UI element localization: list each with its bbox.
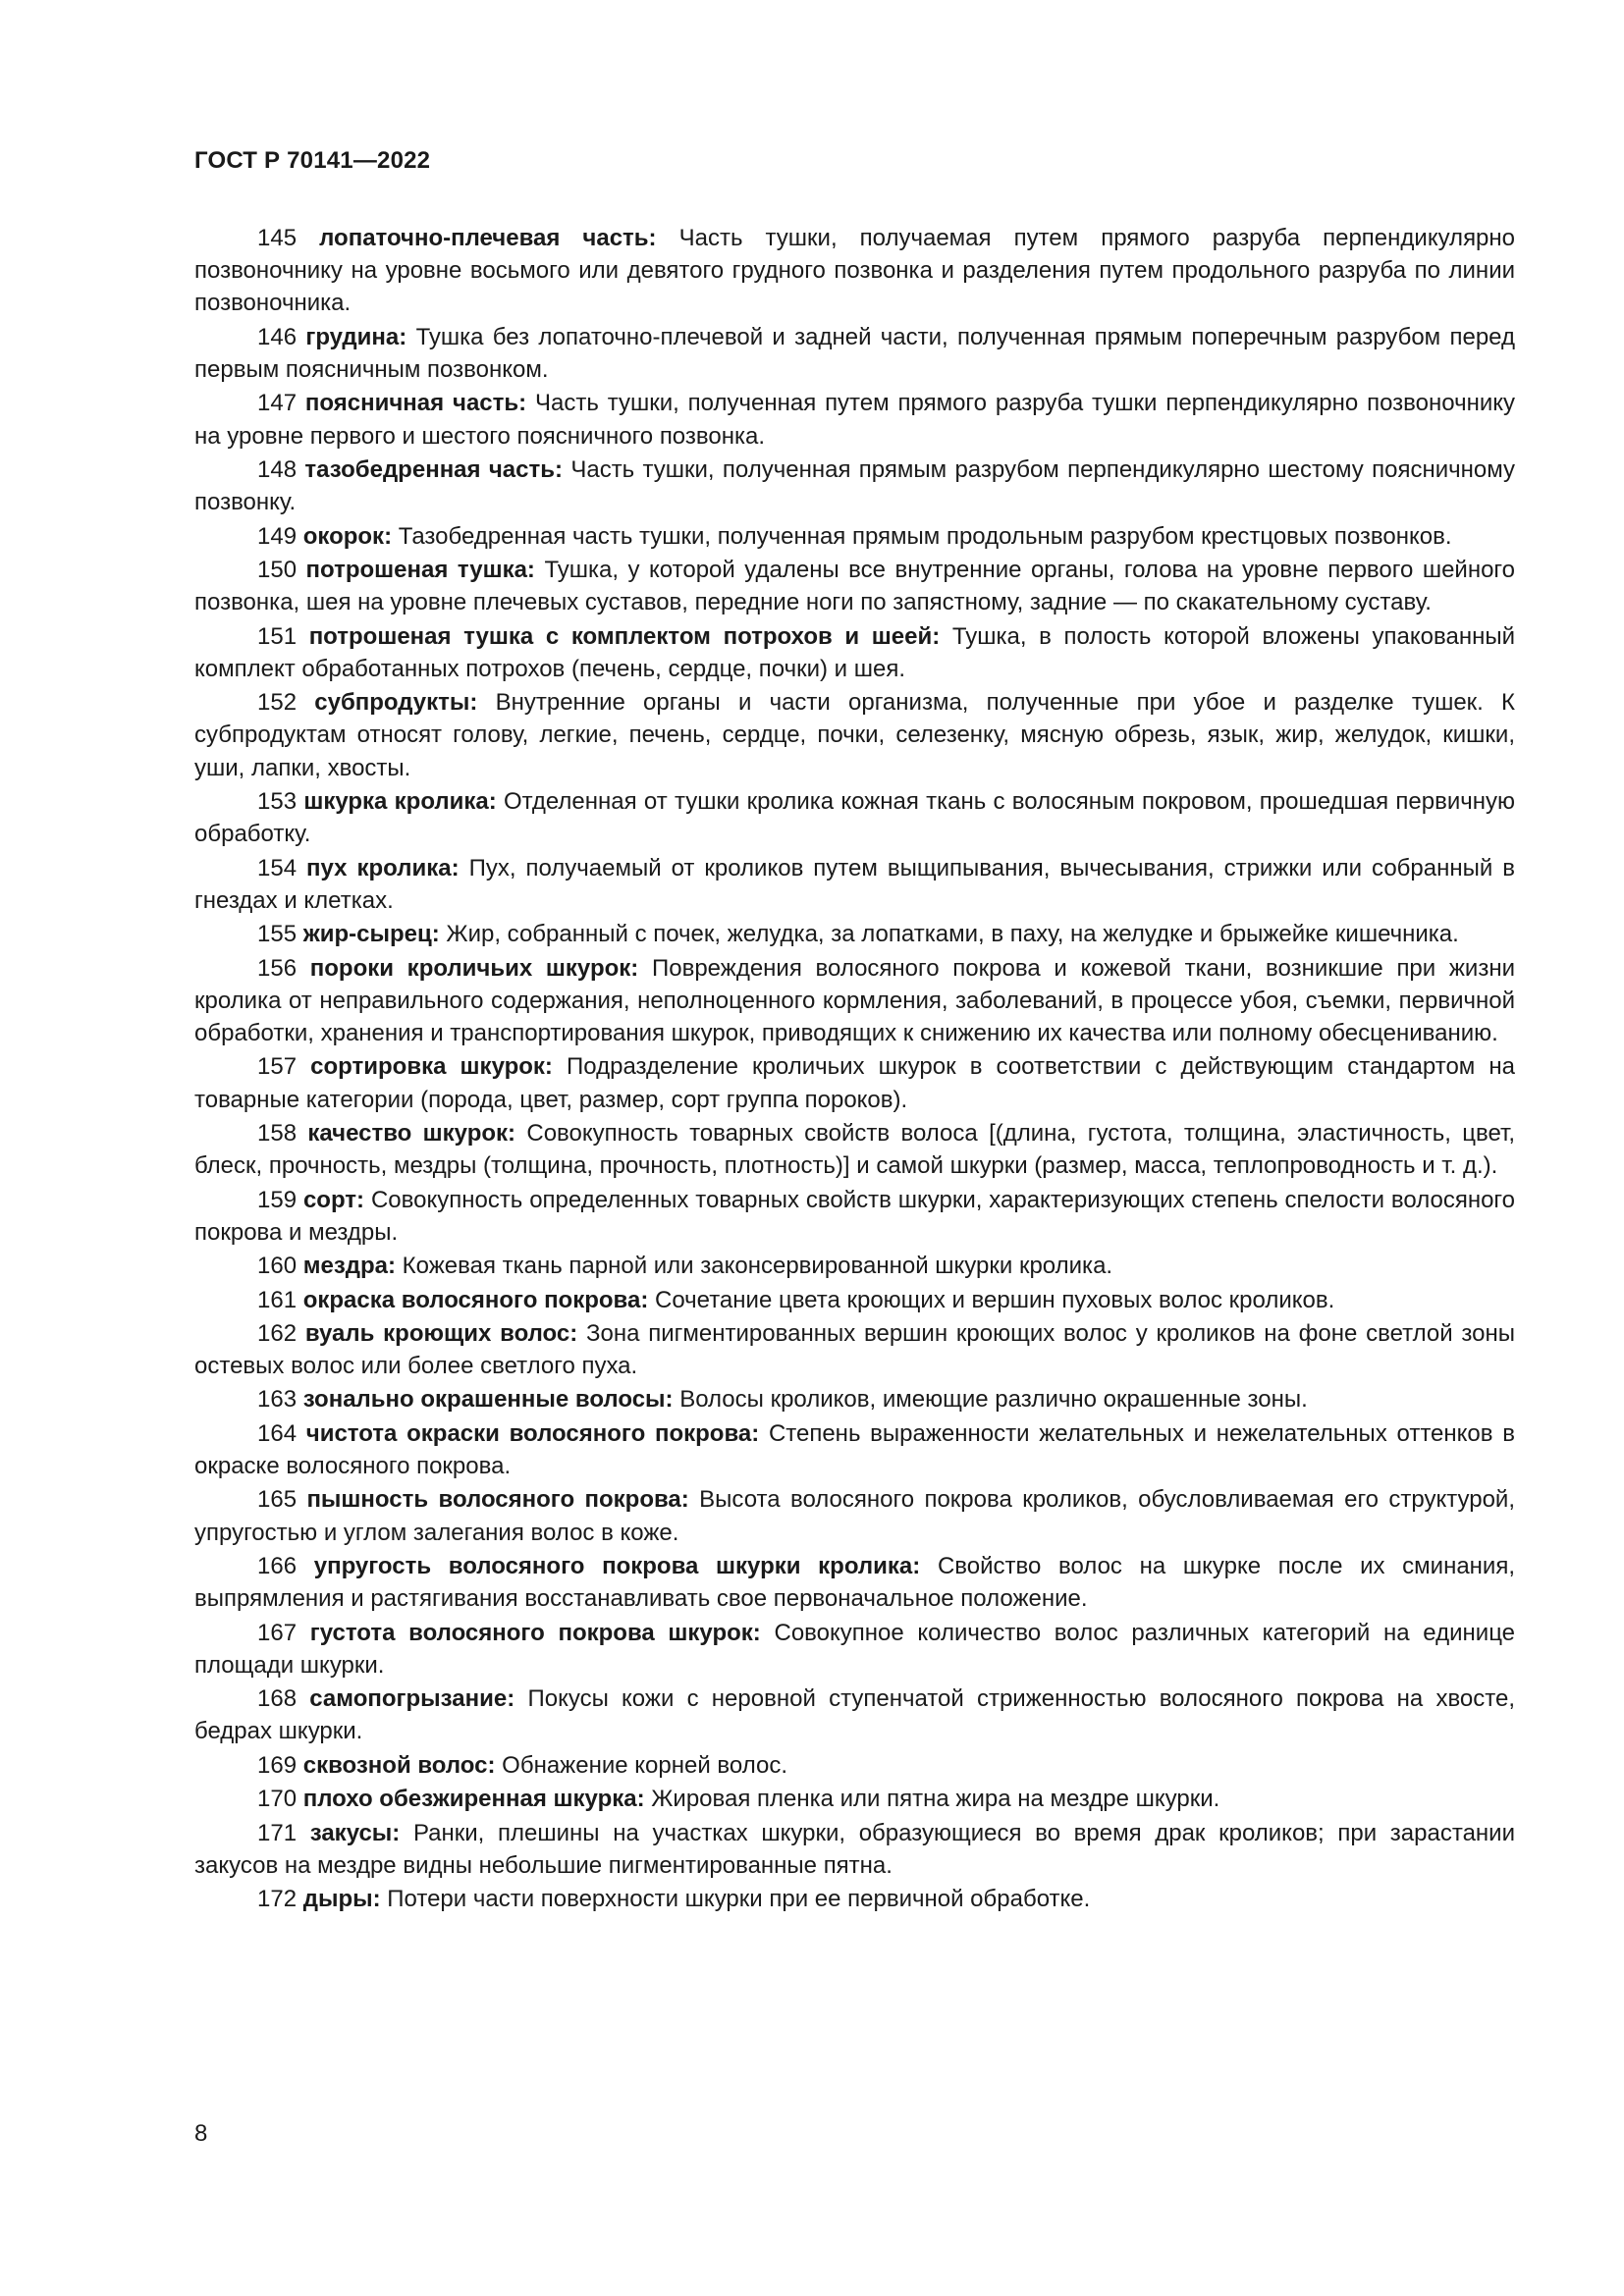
term-definition: Повреждения волосяного покрова и кожевой ткани, возникшие при жизни кролика от неправильного содержания, неполноценного кормления, заболеваний, в процессе убоя, съемки, первичной обработки, хранения и транспортирования шкурок, приводящих к снижению их качества или полному обесцениванию. bbox=[194, 954, 1516, 1046]
term-name: тазобедренная часть: bbox=[304, 455, 563, 483]
term-number: 146 bbox=[257, 323, 298, 350]
term-definition: Совокупность определенных товарных свойств шкурки, характеризующих степень спелости волосяного покрова и мездры. bbox=[194, 1186, 1516, 1246]
term-name: сортировка шкурок: bbox=[310, 1053, 553, 1081]
term-definition: Часть тушки, полученная прямым разрубом перпендикулярно шестому поясничному позвонку. bbox=[194, 455, 1516, 516]
term-definition: Кожевая ткань парной или законсервированной шкурки кролика. bbox=[402, 1253, 1113, 1280]
term-entry bbox=[194, 1749, 1515, 1782]
term-name: пышность волосяного покрова: bbox=[306, 1486, 689, 1514]
term-definition: Покусы кожи с неровной ступенчатой стриженностью волосяного покрова на хвосте, бедрах шкурки. bbox=[194, 1685, 1516, 1745]
term-entry bbox=[194, 785, 1515, 850]
term-name: самопогрызание: bbox=[309, 1685, 515, 1713]
term-definition: Свойство волос на шкурке после их сминания, выпрямления и растягивания восстанавливать свое первоначальное положение. bbox=[194, 1553, 1516, 1613]
term-entry bbox=[194, 321, 1515, 386]
term-definition: Внутренние органы и части организма, полученные при убое и разделке тушек. К субпродуктам относят голову, легкие, печень, сердце, почки, селезенку, мясную обрезь, язык, жир, желудок, кишки, уши, лапки, хвосты. bbox=[194, 689, 1516, 781]
term-entry bbox=[194, 852, 1515, 917]
term-entry bbox=[194, 1483, 1515, 1548]
term-name: упругость волосяного покрова шкурки кролика: bbox=[313, 1553, 921, 1580]
term-number: 166 bbox=[257, 1553, 298, 1580]
term-entry bbox=[194, 1284, 1515, 1316]
term-name: пух кролика: bbox=[306, 854, 460, 881]
term-definition: Потери части поверхности шкурки при ее первичной обработке. bbox=[387, 1886, 1091, 1913]
term-number: 170 bbox=[257, 1786, 298, 1813]
term-name: плохо обезжиренная шкурка: bbox=[302, 1786, 645, 1813]
term-name: чистота окраски волосяного покрова: bbox=[305, 1419, 760, 1447]
term-definition: Совокупное количество волос различных категорий на единице площади шкурки. bbox=[194, 1619, 1516, 1679]
term-number: 168 bbox=[257, 1685, 298, 1713]
term-name: качество шкурок: bbox=[307, 1119, 516, 1147]
term-definition: Зона пигментированных вершин кроющих волос у кроликов на фоне светлой зоны остевых волос или более светлого пуха. bbox=[194, 1319, 1516, 1380]
term-entry bbox=[194, 1250, 1515, 1282]
term-definition: Тушка, у которой удалены все внутренние органы, голова на уровне первого шейного позвонка, шея на уровне плечевых суставов, передние ноги по запястному, задние — по скакательному суставу. bbox=[194, 556, 1516, 616]
term-entry bbox=[194, 1050, 1515, 1115]
term-name: окорок: bbox=[302, 522, 393, 550]
term-number: 165 bbox=[257, 1486, 298, 1514]
term-entry bbox=[194, 1682, 1515, 1747]
term-entry bbox=[194, 1117, 1515, 1182]
term-definition: Жировая пленка или пятна жира на мездре шкурки. bbox=[651, 1786, 1220, 1813]
term-name: потрошеная тушка: bbox=[305, 556, 535, 583]
term-entry bbox=[194, 1550, 1515, 1615]
term-name: зонально окрашенные волосы: bbox=[302, 1386, 674, 1414]
term-number: 171 bbox=[257, 1819, 298, 1846]
term-number: 149 bbox=[257, 522, 298, 550]
term-name: потрошеная тушка с комплектом потрохов и шеей: bbox=[308, 622, 941, 650]
term-name: субпродукты: bbox=[314, 689, 478, 717]
term-definition: Волосы кроликов, имеющие различно окрашенные зоны. bbox=[679, 1386, 1308, 1414]
term-entry bbox=[194, 1817, 1515, 1882]
term-definition: Высота волосяного покрова кроликов, обусловливаемая его структурой, упругостью и углом залегания волос в коже. bbox=[194, 1486, 1516, 1546]
term-definition: Тушка, в полость которой вложены упакованный комплект обработанных потрохов (печень, сердце, почки) и шея. bbox=[194, 622, 1515, 682]
term-number: 147 bbox=[257, 390, 298, 417]
term-entry bbox=[194, 1184, 1515, 1249]
term-definition: Степень выраженности желательных и нежелательных оттенков в окраске волосяного покрова. bbox=[194, 1419, 1515, 1480]
term-number: 160 bbox=[257, 1253, 298, 1280]
term-number: 157 bbox=[257, 1053, 298, 1081]
term-name: дыры: bbox=[302, 1886, 381, 1913]
term-number: 148 bbox=[257, 455, 298, 483]
term-entry bbox=[194, 222, 1515, 320]
term-number: 155 bbox=[257, 921, 298, 948]
term-entry bbox=[194, 620, 1515, 685]
term-entry bbox=[194, 554, 1515, 618]
term-number: 163 bbox=[257, 1386, 298, 1414]
term-name: шкурка кролика: bbox=[303, 787, 497, 815]
term-name: пороки кроличьих шкурок: bbox=[309, 954, 639, 982]
term-number: 158 bbox=[257, 1119, 298, 1147]
term-entry bbox=[194, 1417, 1515, 1482]
term-name: сорт: bbox=[302, 1186, 365, 1213]
term-entry bbox=[194, 1383, 1515, 1415]
document-header: ГОСТ Р 70141—2022 bbox=[194, 147, 431, 174]
term-definition: Жир, собранный с почек, желудка, за лопатками, в паху, на желудке и брыжейке кишечника. bbox=[446, 921, 1459, 948]
term-entry bbox=[194, 454, 1515, 518]
term-entry bbox=[194, 520, 1515, 553]
term-entry bbox=[194, 1883, 1515, 1915]
term-definition: Пух, получаемый от кроликов путем выщипывания, вычесывания, стрижки или собранный в гнездах и клетках. bbox=[194, 854, 1516, 914]
term-name: лопаточно-плечевая часть: bbox=[319, 225, 657, 251]
term-name: грудина: bbox=[305, 323, 407, 350]
term-number: 169 bbox=[257, 1751, 298, 1779]
term-number: 153 bbox=[257, 787, 298, 815]
term-definition: Совокупность товарных свойств волоса [(длина, густота, толщина, эластичность, цвет, блеск, прочность, мездры (толщина, прочность, плотность)] и самой шкурки (размер, масса, теплопроводность и т. д.). bbox=[194, 1119, 1516, 1180]
term-entry bbox=[194, 1317, 1515, 1382]
term-number: 150 bbox=[257, 556, 298, 583]
term-entry bbox=[194, 952, 1515, 1050]
terms-list bbox=[194, 222, 1515, 1917]
term-definition: Обнажение корней волос. bbox=[502, 1751, 787, 1779]
term-number: 145 bbox=[257, 225, 298, 251]
term-name: жир-сырец: bbox=[302, 921, 440, 948]
term-number: 161 bbox=[257, 1286, 298, 1313]
term-name: мездра: bbox=[302, 1253, 396, 1280]
term-entry bbox=[194, 918, 1515, 950]
term-name: поясничная часть: bbox=[304, 390, 527, 417]
term-number: 151 bbox=[257, 622, 298, 650]
term-number: 159 bbox=[257, 1186, 298, 1213]
term-number: 154 bbox=[257, 854, 298, 881]
term-name: густота волосяного покрова шкурок: bbox=[309, 1619, 761, 1646]
term-definition: Сочетание цвета кроющих и вершин пуховых волос кроликов. bbox=[655, 1286, 1335, 1313]
term-number: 156 bbox=[257, 954, 298, 982]
term-definition: Тушка без лопаточно-плечевой и задней части, полученная прямым поперечным разрубом перед первым поясничным позвонком. bbox=[194, 323, 1515, 383]
term-name: окраска волосяного покрова: bbox=[302, 1286, 649, 1313]
term-entry bbox=[194, 686, 1515, 784]
term-definition: Подразделение кроличьих шкурок в соответствии с действующим стандартом на товарные категории (порода, цвет, размер, сорт группа пороков). bbox=[194, 1053, 1515, 1113]
term-name: вуаль кроющих волос: bbox=[304, 1319, 578, 1347]
term-name: закусы: bbox=[309, 1819, 401, 1846]
term-definition: Ранки, плешины на участках шкурки, образующиеся во время драк кроликов; при зарастании закусов на мездре видны небольшие пигментированные пятна. bbox=[194, 1819, 1515, 1879]
term-definition: Тазобедренная часть тушки, полученная прямым продольным разрубом крестцовых позвонков. bbox=[398, 522, 1452, 550]
term-entry bbox=[194, 1783, 1515, 1815]
term-number: 172 bbox=[257, 1886, 298, 1913]
term-definition: Часть тушки, получаемая путем прямого разруба перпендикулярно позвоночнику на уровне восьмого или девятого грудного позвонка и разделения путем продольного разруба по линии позвоночника. bbox=[194, 225, 1516, 317]
term-definition: Часть тушки, полученная путем прямого разруба тушки перпендикулярно позвоночнику на уровне первого и шестого поясничного позвонка. bbox=[194, 390, 1515, 450]
term-definition: Отделенная от тушки кролика кожная ткань с волосяным покровом, прошедшая первичную обработку. bbox=[194, 787, 1515, 848]
term-entry bbox=[194, 387, 1515, 452]
term-number: 164 bbox=[257, 1419, 298, 1447]
term-number: 167 bbox=[257, 1619, 298, 1646]
term-entry bbox=[194, 1617, 1515, 1682]
term-name: сквозной волос: bbox=[302, 1751, 496, 1779]
term-number: 162 bbox=[257, 1319, 298, 1347]
term-number: 152 bbox=[257, 689, 298, 717]
page-number: 8 bbox=[194, 2120, 208, 2147]
